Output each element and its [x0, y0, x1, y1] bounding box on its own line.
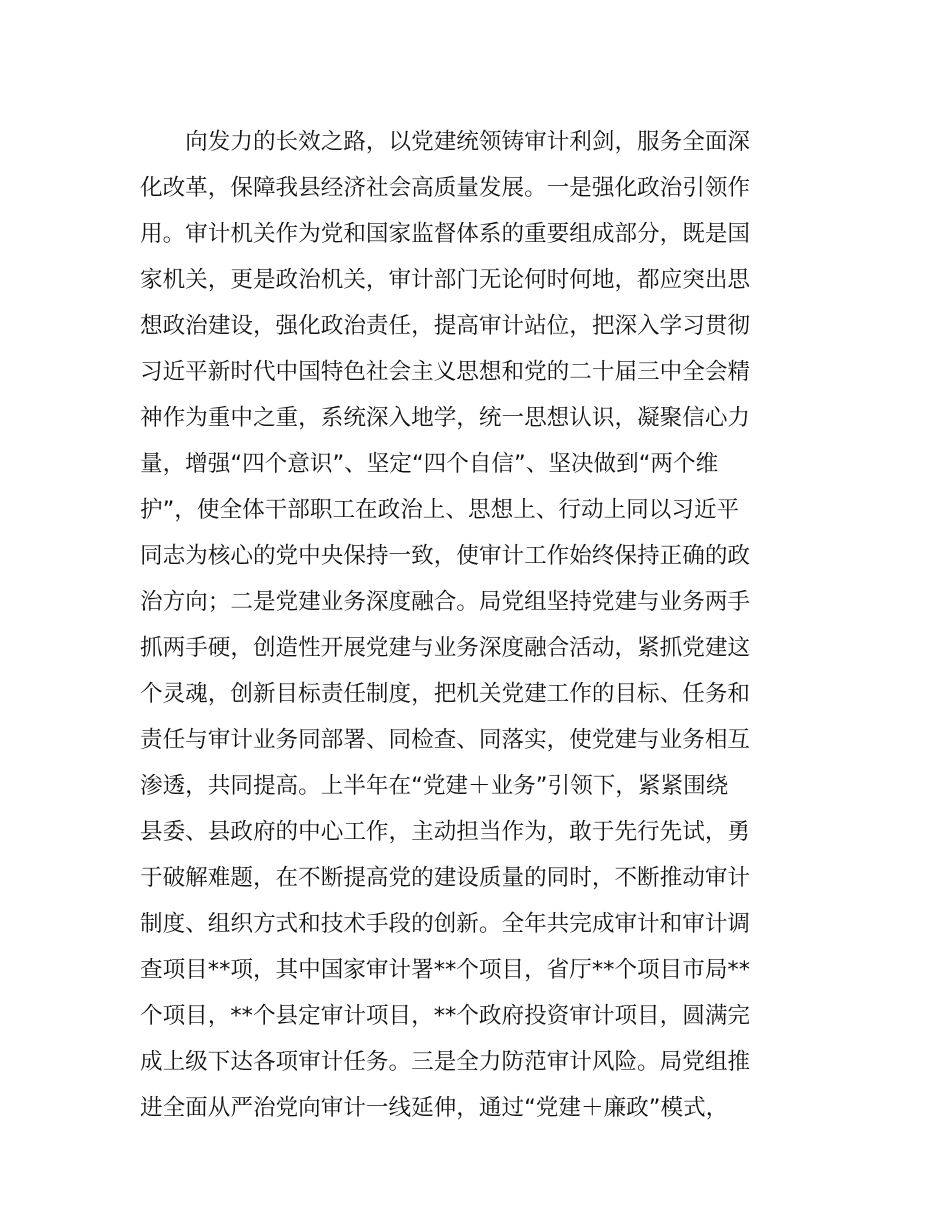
text-line: 个项目，**个县定审计项目，**个政府投资审计项目，圆满完: [140, 1003, 751, 1029]
text-line: 量，增强“四个意识”、坚定“四个自信”、坚决做到“两个维: [140, 451, 719, 477]
text-line: 想政治建设，强化政治责任，提高审计站位，把深入学习贯彻: [140, 313, 751, 339]
body-paragraph: [140, 119, 820, 1131]
text-line: 责任与审计业务同部署、同检查、同落实，使党建与业务相互: [140, 727, 751, 753]
text-line: 成上级下达各项审计任务。三是全力防范审计风险。局党组推: [140, 1049, 751, 1075]
text-line: 个灵魂，创新目标责任制度，把机关党建工作的目标、任务和: [140, 681, 751, 707]
text-line: 化改革，保障我县经济社会高质量发展。一是强化政治引领作: [140, 175, 751, 201]
text-line: 同志为核心的党中央保持一致，使审计工作始终保持正确的政: [140, 543, 751, 569]
text-line: 护”，使全体干部职工在政治上、思想上、行动上同以习近平: [140, 497, 740, 523]
text-line: 制度、组织方式和技术手段的创新。全年共完成审计和审计调: [140, 911, 751, 937]
text-line: 习近平新时代中国特色社会主义思想和党的二十届三中全会精: [140, 359, 751, 385]
text-line: 向发力的长效之路，以党建统领铸审计利剑，服务全面深: [140, 129, 751, 155]
text-line: 用。审计机关作为党和国家监督体系的重要组成部分，既是国: [140, 221, 751, 247]
text-line: 县委、县政府的中心工作，主动担当作为，敢于先行先试，勇: [140, 819, 751, 845]
text-line: 家机关，更是政治机关，审计部门无论何时何地，都应突出思: [140, 267, 751, 293]
text-line: 渗透，共同提高。上半年在“党建＋业务”引领下，紧紧围绕: [140, 773, 729, 799]
text-line: 进全面从严治党向审计一线延伸，通过“党建＋廉政”模式，: [140, 1095, 729, 1121]
text-line: 于破解难题，在不断提高党的建设质量的同时，不断推动审计: [140, 865, 751, 891]
text-line: 神作为重中之重，系统深入地学，统一思想认识，凝聚信心力: [140, 405, 751, 431]
text-line: 抓两手硬，创造性开展党建与业务深度融合活动，紧抓党建这: [140, 635, 751, 661]
text-line: 查项目**项，其中国家审计署**个项目，省厅**个项目市局**: [140, 957, 751, 983]
text-line: 治方向；二是党建业务深度融合。局党组坚持党建与业务两手: [140, 589, 751, 615]
